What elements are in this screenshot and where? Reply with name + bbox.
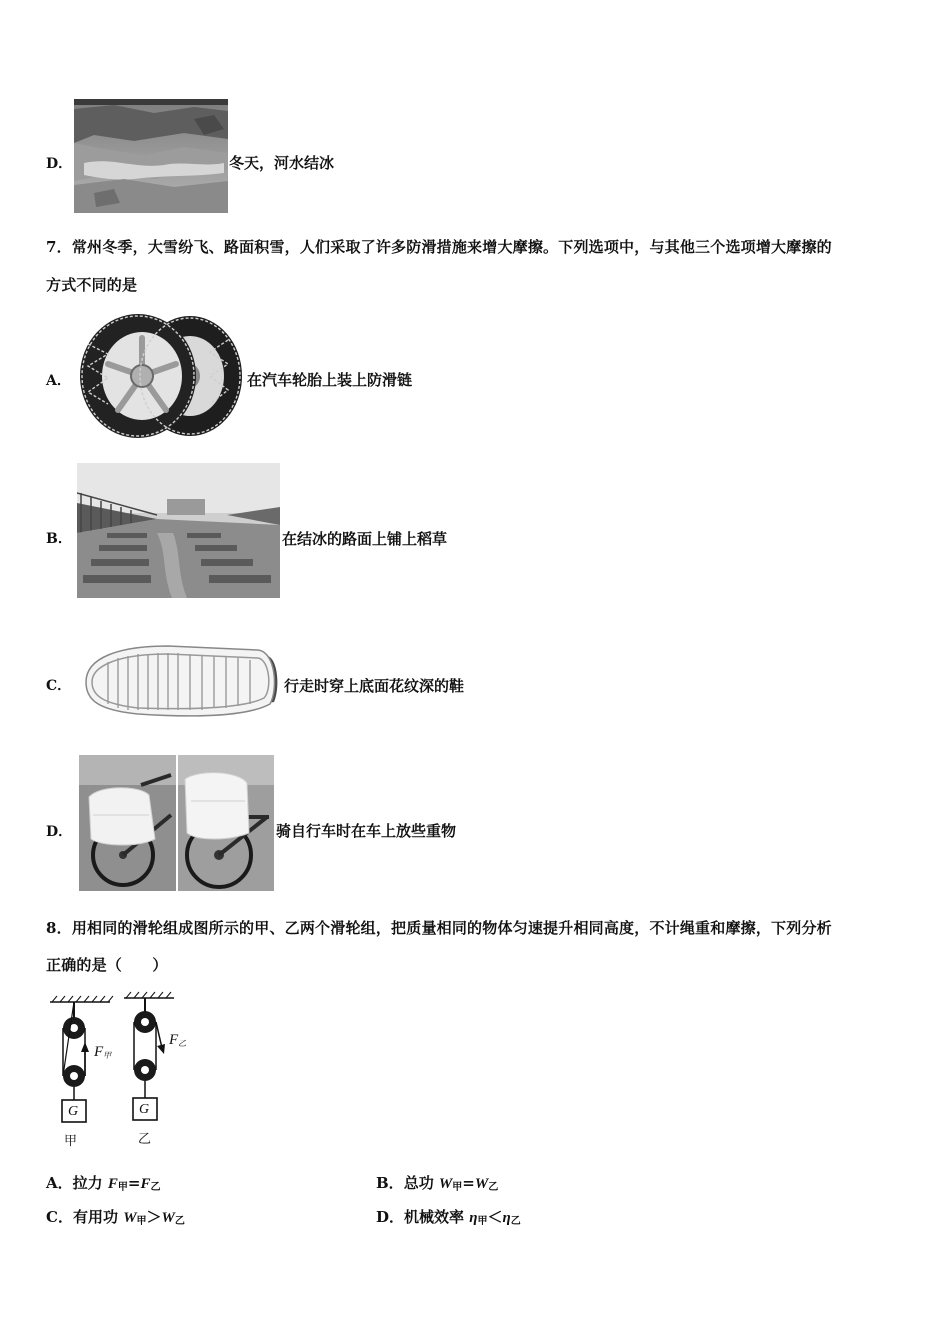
figure-weight-label-yi: G [139,1102,150,1117]
q7-stem-line1: 7．常州冬季，大雪纷飞、路面积雪，人们采取了许多防滑措施来增大摩擦。下列选项中，与其他三个选项增大摩擦的 [46,238,832,256]
q7-option-d-letter: D． [46,824,73,840]
q7-option-d-text: 骑自行车时在车上放些重物 [276,822,457,840]
tire-chain-photo [78,314,244,438]
figure-weight-label-jia: G [68,1104,79,1119]
frozen-river-photo [74,99,228,213]
q8-stem-line2: 正确的是（ ） [46,956,168,974]
straw-road-photo [77,463,280,598]
figure-force-jia: $F_甲$ [94,1044,112,1060]
q7-option-b-letter: B． [46,531,72,547]
figure-label-yi: 乙 [138,1132,152,1147]
q6-option-d-text: 冬天，河水结冰 [229,154,335,172]
q8-answer-a: A．拉力 $F_甲=F_乙$ [46,1174,161,1193]
shoe-sole-photo [78,638,281,720]
q6-option-d-letter: D． [46,156,73,172]
q8-answer-b: B．总功 $W_甲=W_乙$ [376,1174,499,1193]
pulley-figure [44,990,194,1150]
figure-force-yi: $F_乙$ [169,1032,187,1048]
loaded-bicycle-photo [79,755,274,891]
q8-stem-line1: 8．用相同的滑轮组成图所示的甲、乙两个滑轮组，把质量相同的物体匀速提升相同高度，不计绳重和摩擦，下列分析 [46,919,832,937]
q7-option-c-text: 行走时穿上底面花纹深的鞋 [284,677,465,695]
q7-stem-line2: 方式不同的是 [46,276,138,294]
q7-option-a-text: 在汽车轮胎上装上防滑链 [247,371,413,389]
q7-option-b-text: 在结冰的路面上铺上稻草 [282,530,448,548]
q7-option-a-letter: A． [46,373,71,389]
q8-answer-d: D．机械效率 $\eta_甲<\eta_乙$ [376,1208,521,1227]
q7-option-c-letter: C． [46,678,72,694]
q8-answer-c: C．有用功 $W_甲>W_乙$ [46,1208,185,1227]
figure-label-jia: 甲 [64,1134,78,1149]
